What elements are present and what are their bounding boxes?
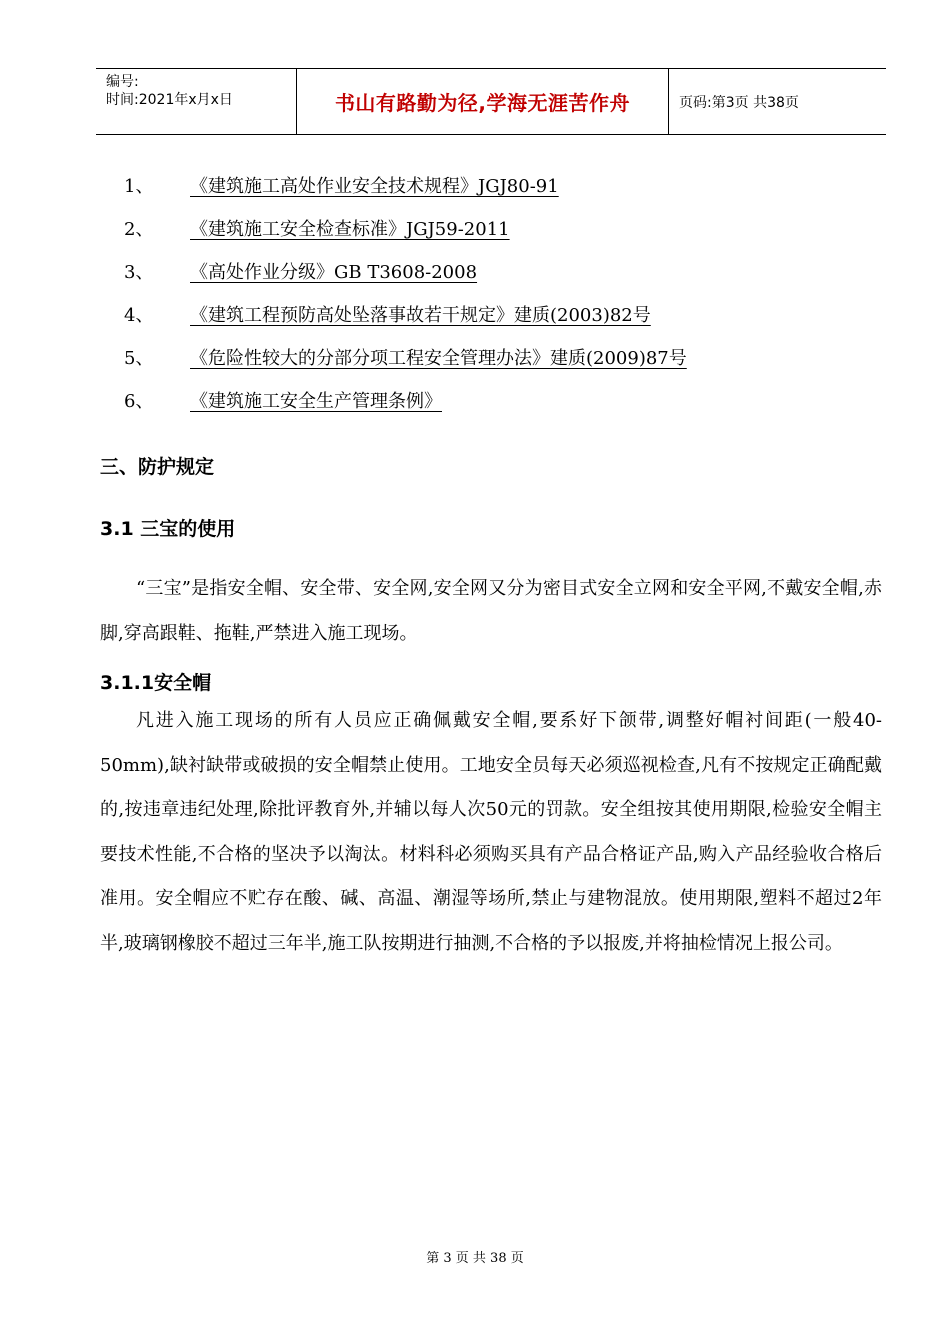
reference-item [124,215,687,258]
section-heading: 三、防护规定 [100,456,215,478]
reference-title: 《建筑施工安全生产管理条例》 [190,391,442,412]
subsection-heading: 3.1 三宝的使用 [100,518,236,540]
reference-number: 3、 [124,262,154,283]
reference-item [124,344,687,387]
document-time-label: 时间:2021年x月x日 [106,92,233,108]
page-header [96,68,886,135]
header-meta-cell [96,69,297,134]
reference-item [124,301,687,344]
reference-item [124,387,687,430]
reference-item [124,172,687,215]
reference-title: 《建筑工程预防高处坠落事故若干规定》建质(2003)82号 [190,305,651,326]
reference-number: 6、 [124,391,154,412]
reference-number: 1、 [124,176,154,197]
intro-paragraph: “三宝”是指安全帽、安全带、安全网,安全网又分为密目式安全立网和安全平网,不戴安全帽,赤脚,穿高跟鞋、拖鞋,严禁进入施工现场。 [100,578,882,644]
subsubsection-heading: 3.1.1安全帽 [100,672,212,694]
reference-title: 《高处作业分级》GB T3608-2008 [190,262,478,283]
document-number-label: 编号: [106,74,139,90]
reference-title: 《建筑施工高处作业安全技术规程》JGJ80-91 [190,176,559,197]
reference-number: 4、 [124,305,154,326]
reference-list [124,172,687,430]
reference-item [124,258,687,301]
reference-number: 2、 [124,219,154,240]
header-motto: 书山有路勤为径,学海无涯苦作舟 [297,69,669,134]
helmet-paragraph: 凡进入施工现场的所有人员应正确佩戴安全帽,要系好下颌带,调整好帽衬间距(一般40-50mm),缺衬缺带或破损的安全帽禁止使用。工地安全员每天必须巡视检查,凡有不按规定正确配戴的,按违章违纪处理,除批评教育外,并辅以每人次50元的罚款。安全组按其使用期限,检验安全帽主要技术性能,不合格的坚决予以淘汰。材料科必须购买具有产品合格证产品,购入产品经验收合格后准用。安全帽应不贮存在酸、碱、高温、潮湿等场所,禁止与建物混放。使用期限,塑料不超过2年半,玻璃钢橡胶不超过三年半,施工队按期进行抽测,不合格的予以报废,并将抽检情况上报公司。 [100,710,882,954]
header-page-info: 页码:第3页 共38页 [679,94,799,111]
reference-title: 《建筑施工安全检查标准》JGJ59-2011 [190,219,510,240]
reference-number: 5、 [124,348,154,369]
page-footer: 第 3 页 共 38 页 [426,1251,524,1266]
reference-title: 《危险性较大的分部分项工程安全管理办法》建质(2009)87号 [190,348,687,369]
